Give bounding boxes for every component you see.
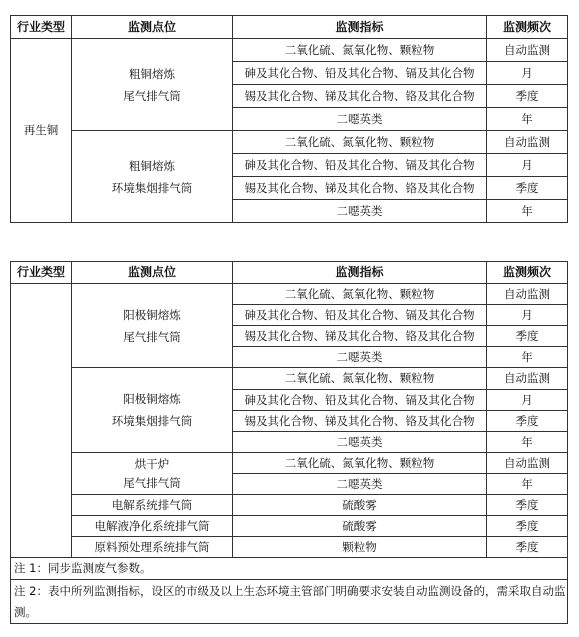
indicator-cell: 硫酸雾 — [233, 495, 487, 516]
frequency-cell: 季度 — [487, 85, 568, 108]
monitoring-point-cell — [72, 453, 233, 495]
frequency-cell: 月 — [487, 62, 568, 85]
indicator-cell: 二噁英类 — [233, 108, 487, 131]
frequency-cell: 年 — [487, 108, 568, 131]
point-line: 尾气排气筒 — [123, 329, 181, 344]
frequency-cell: 季度 — [487, 177, 568, 200]
table-header-row — [11, 262, 568, 284]
point-line: 阳极铜熔炼 — [123, 392, 181, 406]
note-1: 注 1：同步监测废气参数。 — [11, 558, 568, 580]
indicator-cell: 硫酸雾 — [233, 516, 487, 537]
indicator-cell: 砷及其化合物、铅及其化合物、镉及其化合物 — [233, 390, 487, 411]
indicator-cell: 砷及其化合物、铅及其化合物、镉及其化合物 — [233, 154, 487, 177]
indicator-cell: 二氧化硫、氮氧化物、颗粒物 — [233, 368, 487, 390]
indicator-cell: 砷及其化合物、铅及其化合物、镉及其化合物 — [233, 62, 487, 85]
frequency-cell: 年 — [487, 347, 568, 368]
table-row — [11, 537, 568, 558]
indicator-cell: 二噁英类 — [233, 347, 487, 368]
monitoring-point-cell — [72, 284, 233, 368]
table-row — [11, 284, 568, 305]
table-row — [11, 495, 568, 516]
frequency-cell: 年 — [487, 474, 568, 495]
table-row — [11, 516, 568, 537]
monitoring-point-cell — [72, 131, 233, 223]
note-2: 注 2：表中所列监测指标，设区的市级及以上生态环境主管部门明确要求安装自动监测设备的，需采取自动监测。 — [11, 580, 568, 624]
indicator-cell: 二噁英类 — [233, 432, 487, 453]
frequency-cell: 月 — [487, 154, 568, 177]
indicator-cell: 二氧化硫、氮氧化物、颗粒物 — [233, 39, 487, 62]
indicator-cell: 二噁英类 — [233, 200, 487, 223]
frequency-cell: 自动监测 — [487, 368, 568, 390]
table-header-row — [11, 16, 568, 39]
point-line: 阳极铜熔炼 — [123, 307, 181, 322]
indicator-cell: 锡及其化合物、锑及其化合物、铬及其化合物 — [233, 85, 487, 108]
frequency-cell: 月 — [487, 305, 568, 326]
point-line: 粗铜熔炼 — [129, 158, 175, 173]
point-line: 环境集烟排气筒 — [111, 180, 193, 195]
indicator-cell: 二氧化硫、氮氧化物、颗粒物 — [233, 131, 487, 154]
frequency-cell: 自动监测 — [487, 39, 568, 62]
indicator-cell: 锡及其化合物、锑及其化合物、铬及其化合物 — [233, 411, 487, 432]
indicator-cell: 二氧化硫、氮氧化物、颗粒物 — [233, 453, 487, 474]
frequency-cell: 年 — [487, 200, 568, 223]
frequency-cell: 自动监测 — [487, 284, 568, 305]
header-monitoring-indicator: 监测指标 — [233, 16, 487, 39]
indicator-cell: 砷及其化合物、铅及其化合物、镉及其化合物 — [233, 305, 487, 326]
frequency-cell: 季度 — [487, 516, 568, 537]
monitoring-point-cell: 电解系统排气筒 — [72, 495, 233, 516]
frequency-cell: 季度 — [487, 537, 568, 558]
monitoring-point-cell — [72, 39, 233, 131]
table-row — [11, 131, 568, 154]
header-industry-type: 行业类型 — [11, 262, 72, 284]
monitoring-table-copper-smelting — [10, 261, 568, 624]
frequency-cell: 季度 — [487, 326, 568, 347]
point-line: 尾气排气筒 — [123, 475, 181, 490]
table-row — [11, 453, 568, 474]
indicator-cell: 锡及其化合物、锑及其化合物、铬及其化合物 — [233, 177, 487, 200]
frequency-cell: 年 — [487, 432, 568, 453]
note-row — [11, 580, 568, 624]
point-line: 粗铜熔炼 — [129, 66, 175, 81]
monitoring-point-cell: 电解液净化系统排气筒 — [72, 516, 233, 537]
frequency-cell: 季度 — [487, 411, 568, 432]
frequency-cell: 自动监测 — [487, 453, 568, 474]
point-line: 环境集烟排气筒 — [111, 414, 193, 428]
header-monitoring-point: 监测点位 — [72, 262, 233, 284]
point-line: 烘干炉 — [134, 456, 170, 471]
table-row — [11, 39, 568, 62]
indicator-cell: 二噁英类 — [233, 474, 487, 495]
indicator-cell: 颗粒物 — [233, 537, 487, 558]
frequency-cell: 季度 — [487, 495, 568, 516]
header-monitoring-frequency: 监测频次 — [487, 16, 568, 39]
header-monitoring-point: 监测点位 — [72, 16, 233, 39]
indicator-cell: 二氧化硫、氮氧化物、颗粒物 — [233, 284, 487, 305]
industry-type-cell: 再生铜 — [11, 39, 72, 223]
monitoring-point-cell — [72, 368, 233, 453]
monitoring-table-recycled-copper — [10, 15, 568, 223]
header-industry-type: 行业类型 — [11, 16, 72, 39]
header-monitoring-frequency: 监测频次 — [487, 262, 568, 284]
indicator-cell: 锡及其化合物、锑及其化合物、铬及其化合物 — [233, 326, 487, 347]
header-monitoring-indicator: 监测指标 — [233, 262, 487, 284]
frequency-cell: 月 — [487, 390, 568, 411]
monitoring-point-cell: 原料预处理系统排气筒 — [72, 537, 233, 558]
point-line: 尾气排气筒 — [123, 88, 181, 103]
table-row — [11, 368, 568, 390]
industry-type-cell — [11, 284, 72, 558]
note-row — [11, 558, 568, 580]
frequency-cell: 自动监测 — [487, 131, 568, 154]
